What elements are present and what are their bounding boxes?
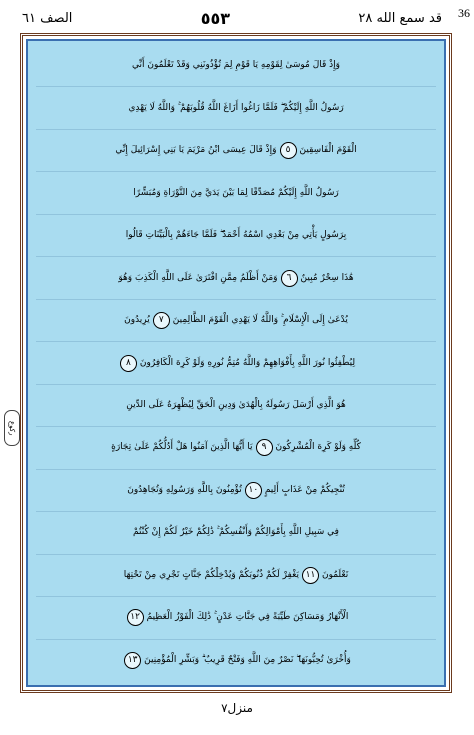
line-text: يُدْعَىٰ إِلَى الْإِسْلَامِ ۚ وَاللَّهُ لَا يَهْدِي الْقَوْمَ الظَّالِمِينَ [172, 315, 348, 326]
line-text: بِرَسُولٍ يَأْتِي مِنْ بَعْدِي اسْمُهُ أَحْمَدُ ۖ فَلَمَّا جَاءَهُمْ بِالْبَيِّنَاتِ قَالُوا [125, 230, 347, 241]
line-text: وَمَنْ أَظْلَمُ مِمَّنِ افْتَرَىٰ عَلَى اللَّهِ الْكَذِبَ وَهُوَ [118, 272, 278, 283]
page-number: ٥٥٣ [200, 8, 231, 28]
ayah-number-marker: ٥ [280, 142, 297, 159]
juz-name: قد سمع الله ٢٨ [358, 10, 442, 26]
line-text: فِي سَبِيلِ اللَّهِ بِأَمْوَالِكُمْ وَأَنْفُسِكُمْ ۚ ذَٰلِكُمْ خَيْرٌ لَكُمْ إِنْ كُنْتُمْ [133, 527, 339, 538]
ayah-number-marker: ١١ [302, 567, 319, 584]
line-text: لِيُطْفِئُوا نُورَ اللَّهِ بِأَفْوَاهِهِمْ وَاللَّهُ مُتِمُّ نُورِهِ وَلَوْ كَرِهَ الْكَافِرُونَ [139, 357, 356, 368]
line-text: تُؤْمِنُونَ بِاللَّهِ وَرَسُولِهِ وَتُجَاهِدُونَ [127, 484, 242, 495]
text-line [36, 45, 436, 87]
line-text: وَإِذْ قَالَ عِيسَى ابْنُ مَرْيَمَ يَا بَنِي إِسْرَائِيلَ إِنِّي [115, 145, 277, 156]
line-text: رَسُولُ اللَّهِ إِلَيْكُمْ مُصَدِّقًا لِمَا بَيْنَ يَدَيَّ مِنَ التَّوْرَاةِ وَمُبَشِّرًا [133, 187, 339, 198]
text-line [36, 172, 436, 214]
ayah-number-marker: ٧ [153, 312, 170, 329]
text-line [36, 300, 436, 342]
line-text: هَٰذَا سِحْرٌ مُبِينٌ [300, 272, 354, 283]
page-header [22, 4, 442, 32]
text-line [36, 87, 436, 129]
ayah-number-marker: ١٢ [127, 609, 144, 626]
text-line [36, 555, 436, 597]
line-text: وَأُخْرَىٰ تُحِبُّونَهَا ۖ نَصْرٌ مِنَ اللَّهِ وَفَتْحٌ قَرِيبٌ ۗ وَبَشِّرِ الْمُؤْمِنِينَ [144, 654, 351, 665]
page-footer [0, 698, 474, 718]
text-line [36, 130, 436, 172]
ayah-number-marker: ٨ [120, 355, 137, 372]
line-text: يَا أَيُّهَا الَّذِينَ آمَنُوا هَلْ أَدُلُّكُمْ عَلَىٰ تِجَارَةٍ [111, 442, 253, 453]
surah-name: الصف ٦١ [22, 10, 73, 26]
text-line [36, 512, 436, 554]
line-text: رَسُولُ اللَّهِ إِلَيْكُمْ ۖ فَلَمَّا زَاغُوا أَزَاغَ اللَّهُ قُلُوبَهُمْ ۚ وَاللَّهُ لَا يَهْدِي [128, 102, 344, 113]
line-text: يَغْفِرْ لَكُمْ ذُنُوبَكُمْ وَيُدْخِلْكُمْ جَنَّاتٍ تَجْرِي مِنْ تَحْتِهَا [123, 569, 299, 580]
ayah-number-marker: ١٠ [245, 482, 262, 499]
text-line [36, 385, 436, 427]
text-line [36, 640, 436, 681]
ayah-number-marker: ٦ [281, 270, 298, 287]
text-line [36, 470, 436, 512]
line-text: تُنْجِيكُمْ مِنْ عَذَابٍ أَلِيمٍ [264, 484, 345, 495]
text-line [36, 257, 436, 299]
line-text: الْأَنْهَارُ وَمَسَاكِنَ طَيِّبَةً فِي جَنَّاتِ عَدْنٍ ۚ ذَٰلِكَ الْفَوْزُ الْعَظِيمُ [146, 612, 349, 623]
text-line [36, 597, 436, 639]
ayah-number-marker: ١٣ [124, 652, 141, 669]
quran-text-area [26, 39, 446, 687]
corner-number: 36 [458, 6, 470, 20]
line-text: تَعْلَمُونَ [321, 569, 349, 580]
line-text: هُوَ الَّذِي أَرْسَلَ رَسُولَهُ بِالْهُدَىٰ وَدِينِ الْحَقِّ لِيُظْهِرَهُ عَلَى الدِّينِ [126, 399, 346, 410]
ayah-number-marker: ٩ [256, 439, 273, 456]
text-line [36, 427, 436, 469]
line-text: يُرِيدُونَ [124, 315, 150, 326]
line-text: الْقَوْمَ الْفَاسِقِينَ [299, 145, 357, 156]
ruku-margin-mark: ركوع [4, 410, 20, 446]
page-frame [20, 33, 452, 693]
line-text: كُلِّهِ وَلَوْ كَرِهَ الْمُشْرِكُونَ [275, 442, 361, 453]
manzil-label: منزل٧ [221, 701, 253, 715]
text-line [36, 215, 436, 257]
line-text: وَإِذْ قَالَ مُوسَىٰ لِقَوْمِهِ يَا قَوْمِ لِمَ تُؤْذُونَنِي وَقَدْ تَعْلَمُونَ أَنِّي [131, 60, 341, 71]
text-line [36, 342, 436, 384]
